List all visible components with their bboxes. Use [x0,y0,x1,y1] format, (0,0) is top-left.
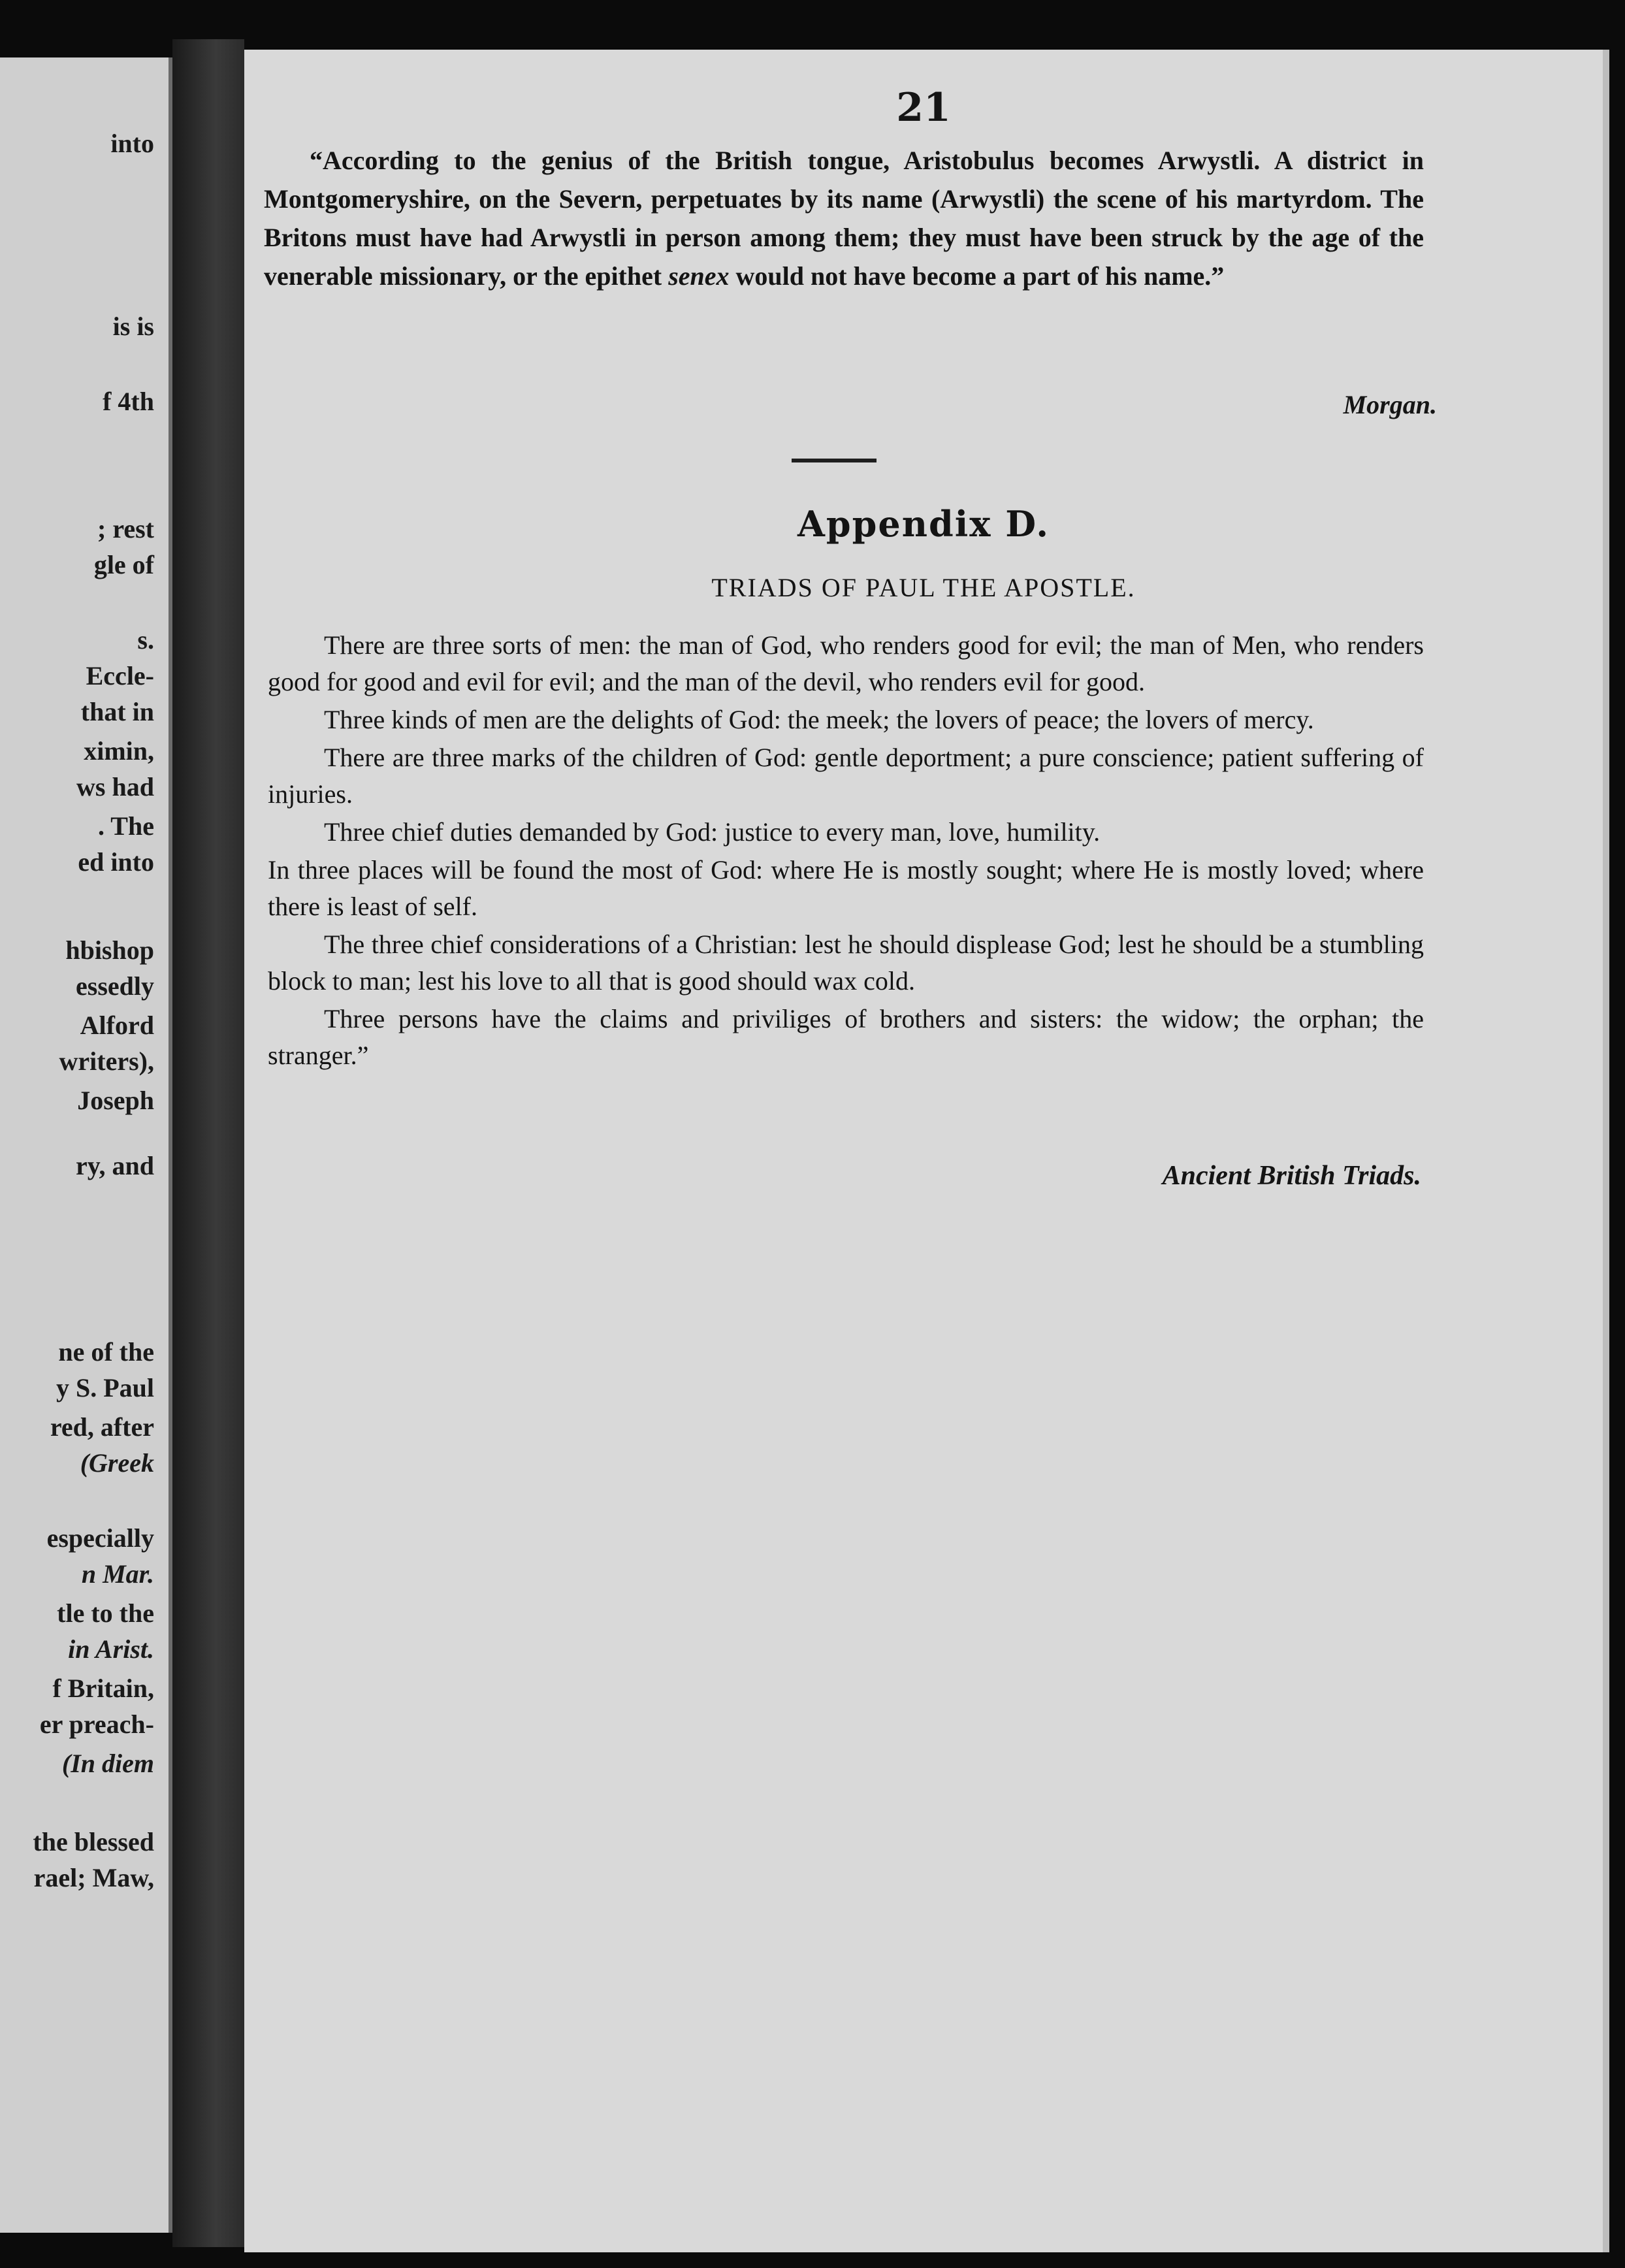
left-page-line: the blessed [33,1827,154,1856]
left-page-line: ry, and [75,1151,154,1180]
left-page-line: f Britain, [52,1674,154,1703]
triad-paragraph: Three chief duties demanded by God: justice to every man, love, humility. [324,817,1101,847]
left-page-fragment [0,57,172,2233]
section-title: TRIADS OF PAUL THE APOSTLE. [711,573,1136,602]
left-page-line: essedly [76,971,154,1001]
left-page-line: especially [46,1523,154,1553]
left-page-line: ; rest [97,514,154,543]
left-page-line: that in [80,697,154,726]
left-page-line: (In diem [61,1749,154,1778]
quote-text-1: “According to the genius of the British tongue, Aristobulus becomes Arwystli. A district in Montgomeryshire, on the Severn, perpetuates by its name (Arwystli) the scene of his martyrdom. The Britons must have had Arwystli in person among them; they must have been struck by the age of the venerable missionary, or the epithet [264,146,1424,291]
book-gutter [172,39,244,2247]
left-page-line: rael; Maw, [33,1863,154,1892]
section-divider [792,459,877,462]
page-number: 21 [896,85,951,131]
left-page-line: is is [112,312,154,341]
quote-text-2: would not have become a part of his name.” [729,261,1225,291]
triad-paragraph: There are three marks of the children of God: gentle deportment; a pure conscience; patient suffering of injuries. [268,743,1424,809]
left-page-line: s. [137,625,154,655]
left-page-line: in Arist. [68,1634,154,1664]
left-page-line: into [110,129,154,158]
left-page-line: Eccle- [86,661,154,690]
appendix-title: Appendix D. [797,503,1050,545]
quote-emphasis: senex [668,261,730,291]
left-page-line: ximin, [84,736,154,766]
left-page-line: red, after [50,1412,154,1442]
right-page [244,50,1609,2252]
left-page-line: y S. Paul [56,1373,154,1402]
triad-paragraph: The three chief considerations of a Christian: lest he should displease God; lest he should be a stumbling block to man; lest his love to all that is good should wax cold. [268,930,1424,996]
left-page-line: (Greek [80,1448,154,1478]
quote-attribution: Morgan. [1343,390,1437,419]
morgan-quote [264,141,1424,295]
left-page-line: writers), [59,1046,154,1076]
left-page-line: tle to the [57,1598,154,1628]
left-page-line: er preach- [39,1709,154,1739]
triad-paragraph: Three persons have the claims and priviliges of brothers and sisters: the widow; the orphan; the stranger.” [268,1004,1424,1070]
left-page-line: n Mar. [81,1559,154,1589]
left-page-line: . The [98,811,154,841]
triads-attribution: Ancient British Triads. [1162,1161,1421,1191]
triad-paragraph: There are three sorts of men: the man of God, who renders good for evil; the man of Men, who renders good for good and evil for evil; and the man of the devil, who renders evil for good. [268,630,1424,696]
left-page-line: ne of the [58,1337,154,1367]
left-page-line: Alford [80,1011,154,1040]
triad-paragraph: In three places will be found the most of God: where He is mostly sought; where He is mostly loved; where there is least of self. [268,855,1424,921]
left-page-line: Joseph [77,1086,154,1115]
left-page-line: ws had [76,772,154,802]
triads-list [268,627,1424,1075]
left-page-line: f 4th [103,387,154,416]
left-page-line: ed into [78,847,154,877]
triad-paragraph: Three kinds of men are the delights of God: the meek; the lovers of peace; the lovers of mercy. [324,705,1314,734]
left-page-line: gle of [93,550,154,579]
left-page-line: hbishop [65,935,154,965]
